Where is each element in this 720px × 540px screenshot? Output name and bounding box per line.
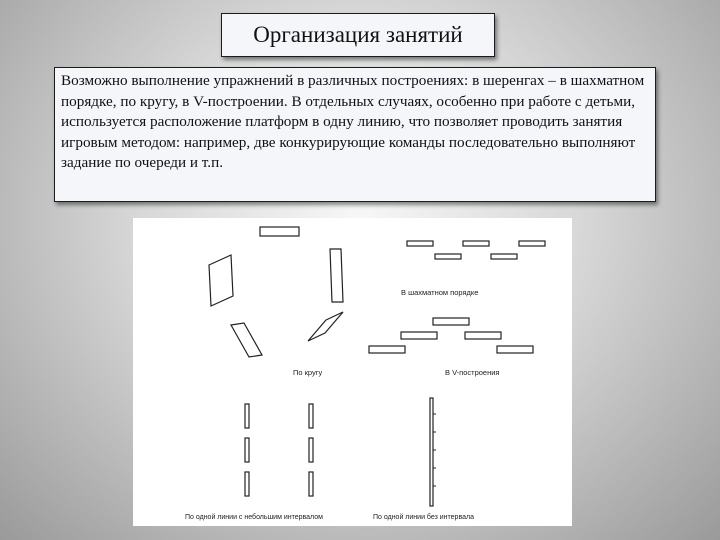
platform (497, 346, 533, 353)
platform (463, 241, 489, 246)
checkerboard-formation (407, 241, 545, 259)
platform (309, 472, 313, 496)
platform (231, 323, 262, 357)
caption-v-formation: В V-построения (445, 368, 500, 377)
caption-circle: По кругу (293, 368, 323, 377)
circle-formation (209, 227, 343, 357)
platform (369, 346, 405, 353)
slide-title: Организация занятий (221, 13, 495, 57)
platform (519, 241, 545, 246)
platform (209, 255, 233, 306)
platform (245, 438, 249, 462)
platform (245, 404, 249, 428)
description-text: Возможно выполнение упражнений в различных построениях: в шеренгах – в шахматном порядке, по кругу, в V-построении. В отдельных случаях, особенно при работе с детьми, используется расположение платформ в одну линию, что позволяет проводить занятия игровым методом: например, две конкурирующие команды последовательно выполняют задание по очереди и т.п. (54, 67, 656, 202)
platform (260, 227, 299, 236)
platform (401, 332, 437, 339)
formations-diagram (133, 218, 572, 526)
platform (433, 318, 469, 325)
platform (465, 332, 501, 339)
platform (330, 249, 343, 302)
platform (309, 438, 313, 462)
platform (430, 398, 433, 506)
platform (245, 472, 249, 496)
platform (308, 312, 343, 341)
caption-line-no-gap: По одной линии без интервала (373, 514, 474, 521)
line-no-gap-formation (430, 398, 433, 506)
line-with-gap-formation (245, 404, 313, 496)
v-formation (369, 318, 533, 353)
caption-line-with-gap: По одной линии с небольшим интервалом (185, 514, 323, 521)
formations-figure (133, 218, 572, 526)
platform (491, 254, 517, 259)
platform (435, 254, 461, 259)
caption-checkerboard: В шахматном порядке (401, 288, 479, 297)
platform (309, 404, 313, 428)
platform (407, 241, 433, 246)
